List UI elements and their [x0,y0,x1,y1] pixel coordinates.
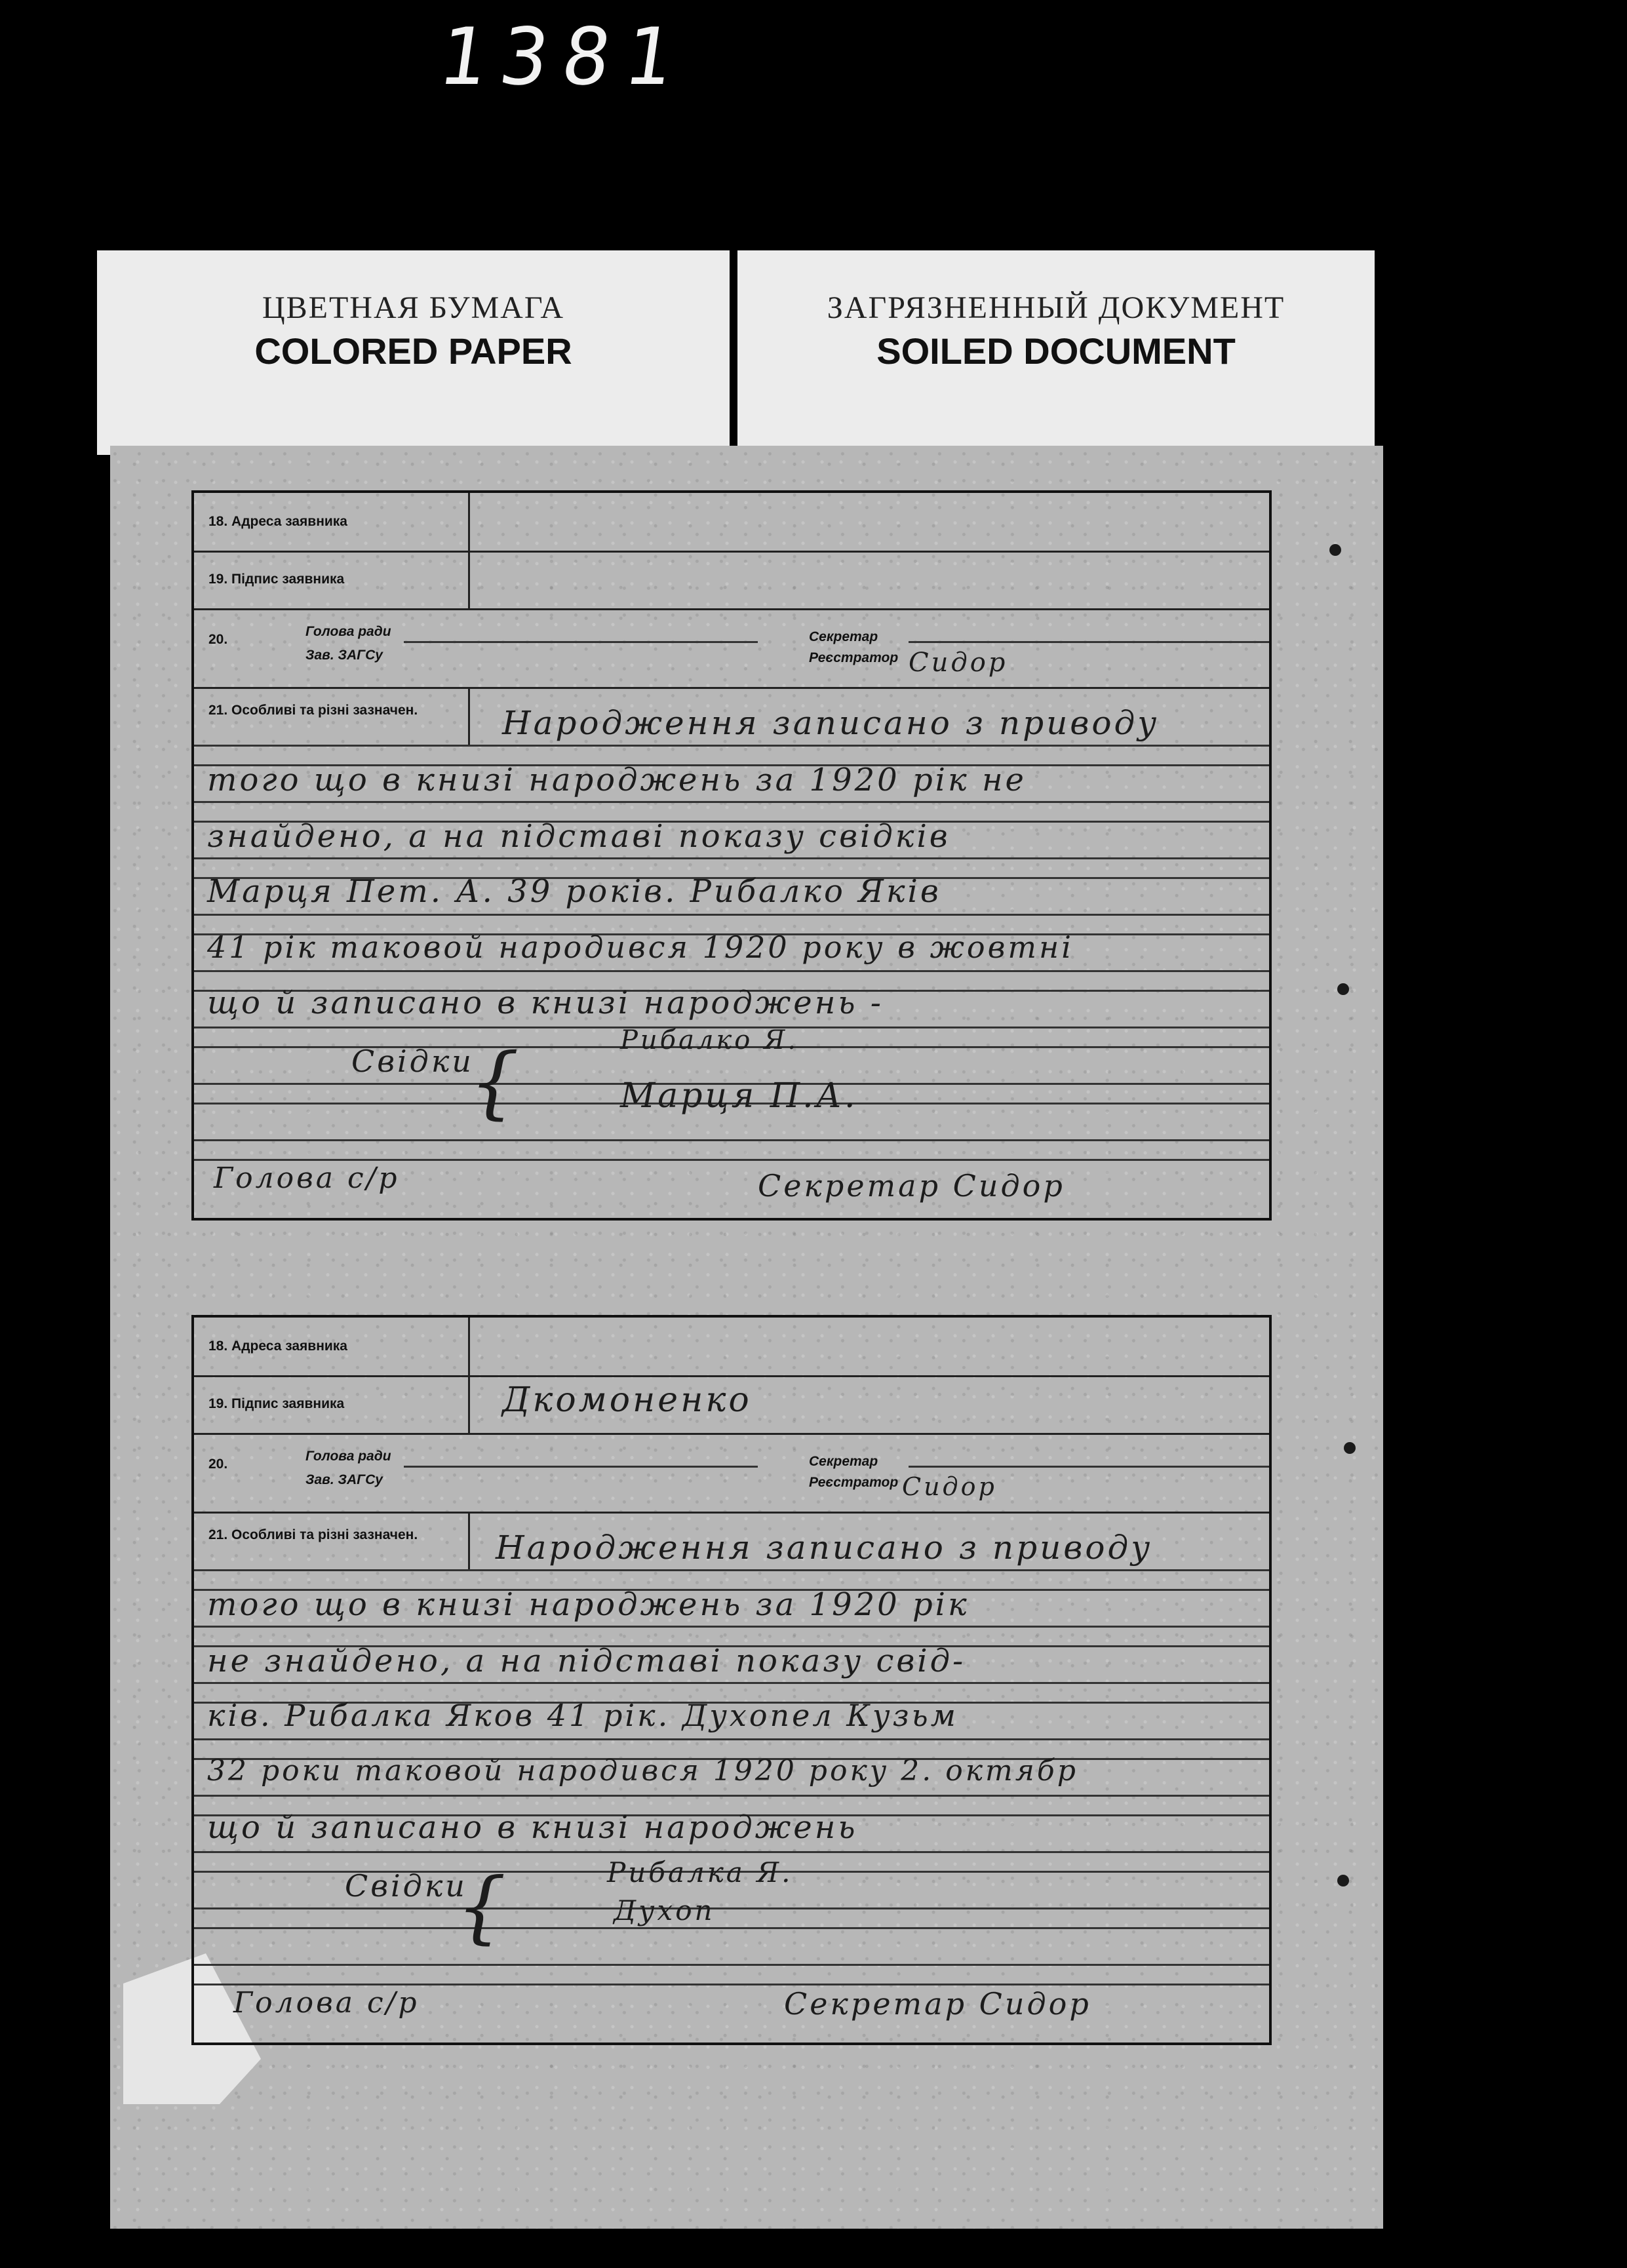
registrar-label: Реєстратор [809,650,899,665]
secretary-sign-line [909,641,1269,643]
column-divider [468,493,470,608]
soiled-document-label [737,250,1375,455]
handwritten-line-1: Народження записано з приводу [496,1529,1153,1567]
frame-number: 1381 [433,12,693,103]
ruled-line [194,1626,1269,1628]
secretary-label: Секретар [809,1454,878,1469]
handwritten-line-3: знайдено, а на підставі показу свідків [207,818,951,855]
ruled-line [194,1682,1269,1684]
ruled-line [194,1964,1269,1966]
handwritten-line-2: того що в книзі народжень за 1920 рік не [207,762,1027,798]
soiled-document-label-ru: ЗАГРЯЗНЕННЫЙ ДОКУМЕНТ [827,290,1285,325]
field-21-label: 21. Особливі та різні зазначен. [208,1527,418,1542]
secretary-sign-line [909,1466,1269,1468]
registrar-label: Реєстратор [809,1475,899,1490]
column-divider [468,1318,470,1433]
ruled-line [194,1795,1269,1797]
ruled-line [194,970,1269,972]
handwritten-line-2: того що в книзі народжень за 1920 рік [207,1586,970,1623]
row-address [194,1318,1269,1377]
handwritten-line-3: не знайдено, а на підставі показу свід- [207,1643,966,1679]
colored-paper-label [97,250,730,455]
field-20-label: 20. [208,1457,228,1472]
column-divider [468,1512,470,1569]
handwritten-line-1: Народження записано з приводу [502,704,1160,742]
punch-hole [1337,983,1349,995]
handwritten-line-4: Марця Пет. А. 39 років. Рибалко Яків [207,873,941,910]
witnesses-label: Свідки [345,1868,467,1904]
ruled-line [194,745,1269,747]
ruled-line [194,1927,1269,1929]
witnesses-label: Свідки [351,1044,474,1079]
row-signature [194,551,1269,610]
head-signature: Голова с/р [214,1162,400,1195]
witness-1-signature: Рибалка Я. [607,1856,793,1888]
punch-hole [1337,1875,1349,1887]
punch-hole [1344,1442,1356,1454]
handwritten-line-6: що й записано в книзі народжень [207,1809,858,1846]
handwritten-line-4: ків. Рибалка Яков 41 рік. Духопел Кузьм [207,1698,958,1733]
colored-paper-label-ru: ЦВЕТНАЯ БУМАГА [262,290,565,325]
ruled-line [194,1984,1269,1985]
ruled-line [194,914,1269,916]
column-divider [468,687,470,745]
handwritten-line-5: 41 рік таковой народився 1920 року в жовтні [207,929,1074,965]
ruled-line [194,1159,1269,1161]
secretary-label: Секретар [809,629,878,644]
ruled-line [194,857,1269,859]
applicant-signature: Дкомоненко [502,1380,752,1420]
registrar-signature: Сидор [909,648,1008,678]
secretary-signature: Секретар Сидор [784,1986,1091,2022]
witnesses-brace: { [469,1037,520,1128]
field-19-label: 19. Підпис заявника [208,572,345,587]
head-label: Голова ради [305,1449,391,1464]
ruled-line [194,1907,1269,1909]
witnesses-brace: { [456,1862,507,1953]
zags-label: Зав. ЗАГСу [305,648,383,663]
row-address [194,493,1269,553]
head-sign-line [404,1466,758,1468]
ruled-line [194,1139,1269,1141]
ruled-line [194,801,1269,803]
soiled-document-label-en: SOILED DOCUMENT [876,330,1236,372]
punch-hole [1329,544,1341,556]
field-19-label: 19. Підпис заявника [208,1396,345,1411]
witness-2-signature: Духоп [614,1894,715,1926]
handwritten-line-5: 32 роки таковой народився 1920 року 2. октябр [207,1754,1078,1788]
record-form-bottom [191,1315,1272,2045]
field-18-label: 18. Адреса заявника [208,1339,347,1354]
head-label: Голова ради [305,624,391,639]
field-21-label: 21. Особливі та різні зазначен. [208,703,418,718]
handwritten-line-6: що й записано в книзі народжень - [207,985,884,1021]
record-form-top [191,490,1272,1221]
field-18-label: 18. Адреса заявника [208,514,347,529]
registrar-signature: Сидор [902,1472,997,1501]
zags-label: Зав. ЗАГСу [305,1472,383,1487]
ruled-line [194,1569,1269,1571]
ruled-line [194,1738,1269,1740]
witness-1-signature: Рибалко Я. [620,1025,799,1055]
ruled-line [194,1851,1269,1853]
secretary-signature: Секретар Сидор [758,1168,1065,1203]
witness-2-signature: Марця П.А. [620,1076,858,1116]
colored-paper-label-en: COLORED PAPER [254,330,572,372]
field-20-label: 20. [208,632,228,647]
head-sign-line [404,641,758,643]
head-signature: Голова с/р [233,1986,420,2020]
